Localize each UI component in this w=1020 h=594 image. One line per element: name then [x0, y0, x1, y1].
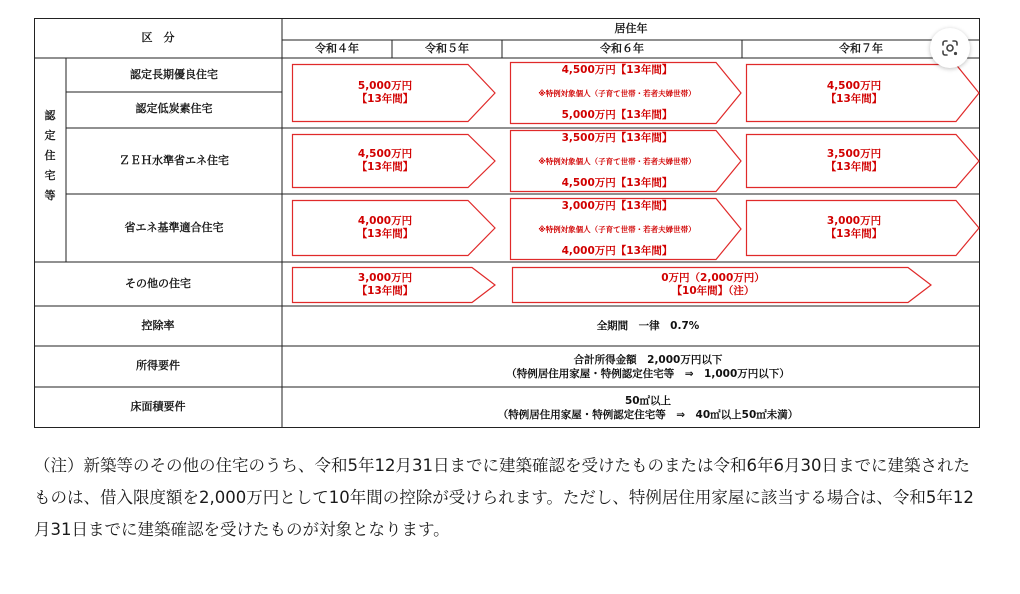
amount-bottom: 5,000万円【13年間】 — [561, 109, 673, 121]
arrow-certified-r6 — [510, 62, 742, 124]
period: 【13年間】 — [825, 228, 883, 240]
special-note: ※特例対象個人（子育て世帯・若者夫婦世帯） — [538, 224, 696, 234]
footnote: （注）新築等のその他の住宅のうち、令和5年12月31日までに建築確認を受けたものまたは令和6年6月30日までに建築されたものは、借入限度額を2,000万円として10年間の控除が受けられます。ただし、特例居住用家屋に該当する場合は、令和5年12月31日までに建築確認を受けたものが対象となります。 — [34, 456, 974, 539]
income-requirement-value — [316, 346, 980, 387]
row-label-other: その他の住宅 — [125, 277, 191, 290]
amount: 3,500万円 — [826, 148, 882, 160]
arrow-certified-r4-r5 — [292, 64, 496, 122]
row-label-energy-saving: 省エネ基準適合住宅 — [124, 221, 224, 234]
tax-deduction-table — [34, 18, 980, 428]
amount-top: 3,500万円【13年間】 — [561, 132, 673, 144]
amount-bottom: 4,500万円【13年間】 — [561, 177, 673, 189]
amount: 3,000万円 — [357, 272, 413, 284]
amount: 4,500万円 — [357, 148, 413, 160]
period: 【13年間】 — [356, 161, 414, 173]
header-year-r7: 令和７年 — [839, 42, 883, 55]
deduction-rate-value — [316, 306, 980, 346]
google-lens-icon[interactable] — [930, 28, 970, 68]
header-year-r5: 令和５年 — [425, 42, 469, 55]
amount-top: 4,500万円【13年間】 — [561, 64, 673, 76]
arrow-energy-r4-r5 — [292, 200, 496, 256]
row-label-low-carbon: 認定低炭素住宅 — [135, 102, 213, 115]
arrow-energy-r7 — [746, 200, 980, 256]
amount: 4,500万円 — [826, 80, 882, 92]
special-note: ※特例対象個人（子育て世帯・若者夫婦世帯） — [538, 88, 696, 98]
amount: 0万円（2,000万円） — [661, 272, 765, 284]
amount: 3,000万円 — [826, 215, 882, 227]
amount-top: 3,000万円【13年間】 — [561, 200, 673, 212]
arrow-zeh-r4-r5 — [292, 134, 496, 188]
period: 【13年間】 — [356, 228, 414, 240]
amount-bottom: 4,000万円【13年間】 — [561, 245, 673, 257]
floor-area-line-2: （特例居住用家屋・特例認定住宅等 ⇒ 40㎡以上50㎡未満） — [497, 408, 799, 421]
row-label-zeh: ＺＥＨ水準省エネ住宅 — [119, 154, 229, 167]
special-note: ※特例対象個人（子育て世帯・若者夫婦世帯） — [538, 156, 696, 166]
amount: 5,000万円 — [357, 80, 413, 92]
period: 【13年間】 — [356, 285, 414, 297]
floor-area-requirement-value — [316, 387, 980, 428]
row-label-floor-area-requirement: 床面積要件 — [130, 400, 186, 413]
period: 【13年間】 — [356, 93, 414, 105]
arrow-other-r6-r7 — [512, 267, 932, 303]
lens-glyph — [940, 38, 960, 58]
period: 【13年間】 — [825, 161, 883, 173]
income-requirement-line-1: 合計所得金額 2,000万円以下 — [573, 353, 723, 366]
header-category: 区 分 — [141, 31, 175, 44]
row-label-long-term: 認定長期優良住宅 — [130, 68, 218, 81]
arrow-certified-r7 — [746, 64, 980, 122]
group-label-certified-housing: 認定住宅等 — [44, 109, 56, 202]
floor-area-line-1: 50㎡以上 — [624, 394, 672, 407]
header-year-r4: 令和４年 — [315, 42, 359, 55]
arrow-other-r4-r5 — [292, 267, 496, 303]
row-label-income-requirement: 所得要件 — [136, 359, 180, 372]
arrow-zeh-r6 — [510, 130, 742, 192]
deduction-rate-text: 全期間 一律 0.7% — [596, 320, 700, 332]
header-year-of-residence: 居住年 — [614, 22, 648, 35]
period: 【10年間】（注） — [671, 285, 755, 297]
arrow-zeh-r7 — [746, 134, 980, 188]
header-year-r6: 令和６年 — [600, 42, 644, 55]
amount: 4,000万円 — [357, 215, 413, 227]
row-label-deduction-rate: 控除率 — [141, 319, 175, 332]
income-requirement-line-2: （特例居住用家屋・特例認定住宅等 ⇒ 1,000万円以下） — [506, 367, 790, 380]
period: 【13年間】 — [825, 93, 883, 105]
arrow-energy-r6 — [510, 198, 742, 260]
